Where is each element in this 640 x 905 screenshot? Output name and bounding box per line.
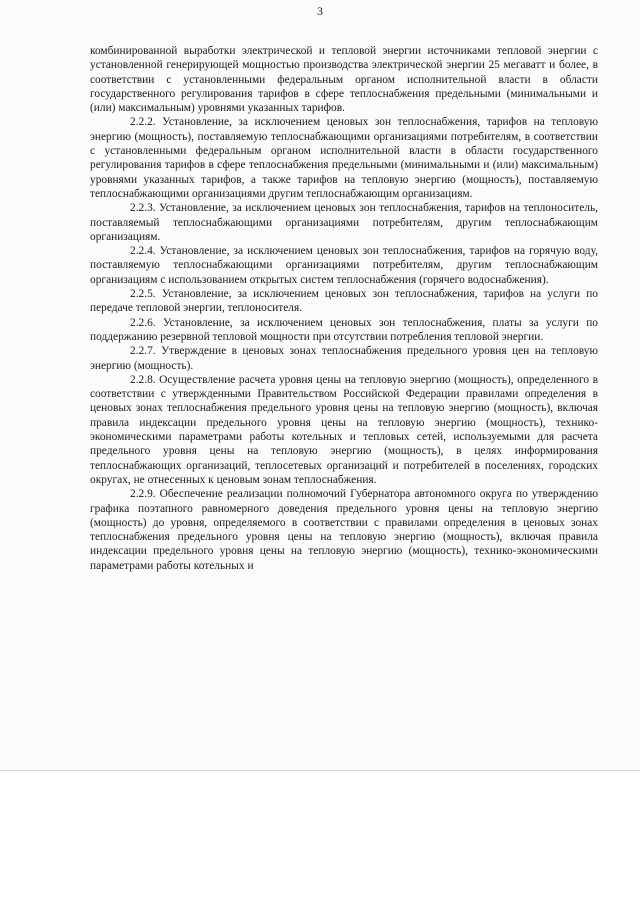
document-body xyxy=(90,44,598,573)
paragraph-2-2-6: 2.2.6. Установление, за исключением ценовых зон теплоснабжения, платы за услуги по поддержанию резервной тепловой мощности при отсутствии потребления тепловой энергии. xyxy=(90,316,598,343)
paragraph-2-2-9: 2.2.9. Обеспечение реализации полномочий Губернатора автономного округа по утверждению графика поэтапного равномерного доведения предельного уровня цены на тепловую энергию (мощность) до уровня, определяемого в соответствии с правилами определения в ценовых зонах теплоснабжения предельного уровня цены на тепловую энергию (мощность), включая правила индексации предельного уровня цены на тепловую энергию (мощность), технико-экономическими параметрами работы котельных и xyxy=(90,488,598,572)
page-number: 3 xyxy=(317,4,323,18)
paragraph-2-2-7: 2.2.7. Утверждение в ценовых зонах теплоснабжения предельного уровня цен на тепловую энергию (мощность). xyxy=(90,345,598,372)
paragraph-2-2-3: 2.2.3. Установление, за исключением ценовых зон теплоснабжения, тарифов на теплоноситель, поставляемый теплоснабжающими организациями потребителям, другим теплоснабжающим организациям. xyxy=(90,202,598,243)
blank-area xyxy=(0,771,640,905)
paragraph-2-2-2: 2.2.2. Установление, за исключением ценовых зон теплоснабжения, тарифов на тепловую энергию (мощность), поставляемую теплоснабжающими организациями потребителям, в соответствии с установленными федеральным органом исполнительной власти в области государственного регулирования тарифов в сфере теплоснабжения предельными (минимальными и (или) максимальным) уровнями указанных тарифов, а также тарифов на тепловую энергию (мощность), поставляемую теплоснабжающими организациями другим теплоснабжающим организациям. xyxy=(90,116,598,200)
paragraph-continuation: комбинированной выработки электрической и тепловой энергии источниками тепловой энергии с установленной генерирующей мощностью производства электрической энергии 25 мегаватт и более, в соответствии с установленными федеральным органом исполнительной власти в области государственного регулирования тарифов в сфере теплоснабжения предельными (минимальными и (или) максимальным) уровнями указанных тарифов. xyxy=(90,45,598,115)
paragraph-2-2-5: 2.2.5. Установление, за исключением ценовых зон теплоснабжения, тарифов на услуги по передаче тепловой энергии, теплоносителя. xyxy=(90,288,598,315)
paragraph-2-2-8: 2.2.8. Осуществление расчета уровня цены на тепловую энергию (мощность), определенного в соответствии с утвержденными Правительством Российской Федерации правилами определения в ценовых зонах теплоснабжения предельного уровня цены на тепловую энергию (мощность), включая правила индексации предельного уровня цены на тепловую энергию (мощность), технико-экономическими параметрами работы котельных и тепловых сетей, используемыми для расчета предельного уровня цены на тепловую энергию (мощность), в целях информирования теплоснабжающих организаций, теплосетевых организаций и потребителей в поселениях, городских округах, не отнесенных к ценовым зонам теплоснабжения. xyxy=(90,373,598,486)
paragraph-2-2-4: 2.2.4. Установление, за исключением ценовых зон теплоснабжения, тарифов на горячую воду, поставляемую теплоснабжающими организациями потребителям, другим теплоснабжающим организациям с использованием открытых систем теплоснабжения (горячего водоснабжения). xyxy=(90,245,598,286)
